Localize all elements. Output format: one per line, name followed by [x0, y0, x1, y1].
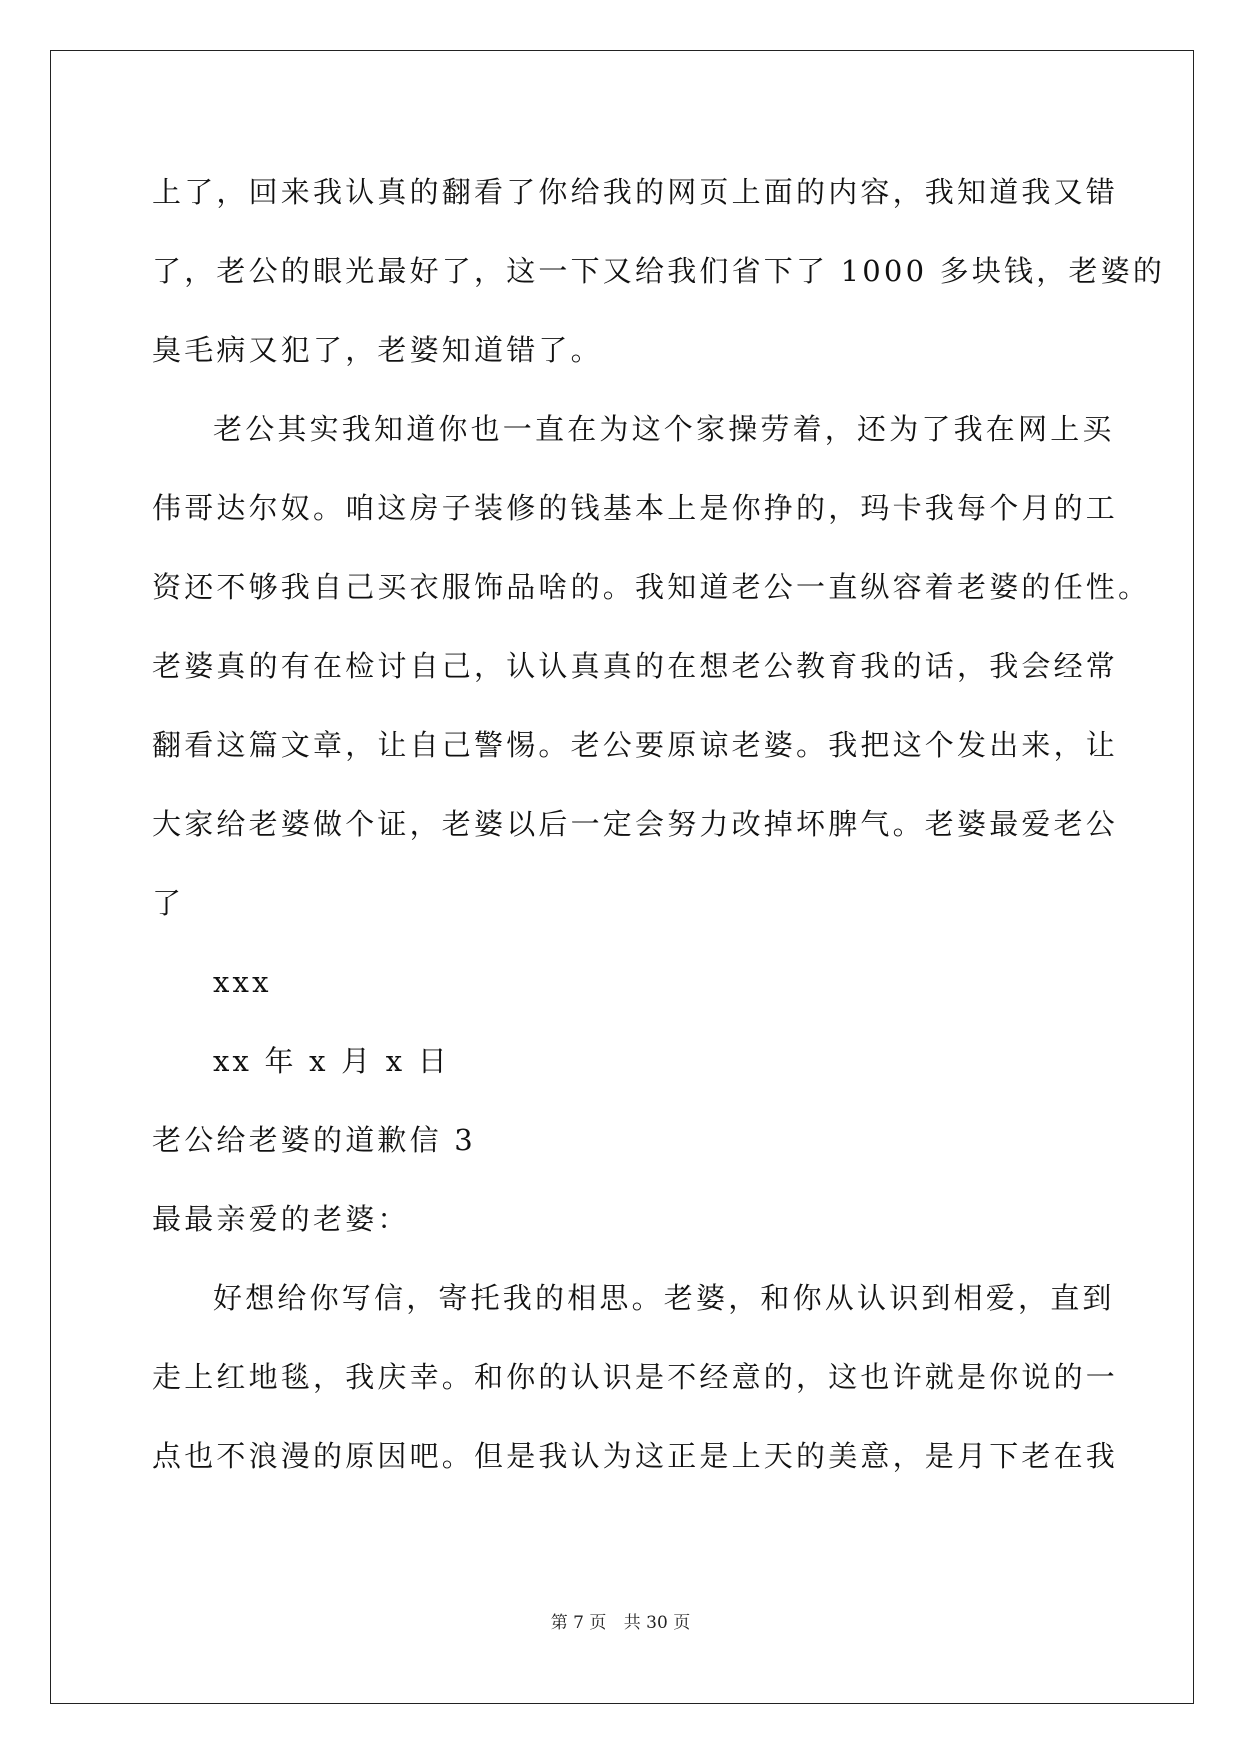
paragraph-start: 老公其实我知道你也一直在为这个家操劳着，还为了我在网上买 [213, 412, 1115, 446]
signature-date: xx 年 x 月 x 日 [213, 1044, 450, 1078]
page-footer [0, 1612, 1241, 1634]
page-number-total: 共 30 页 [623, 1613, 691, 1633]
text-line: 伟哥达尔奴。咱这房子装修的钱基本上是你挣的，玛卡我每个月的工 [152, 491, 1119, 525]
text-line: 大家给老婆做个证，老婆以后一定会努力改掉坏脾气。老婆最爱老公 [152, 807, 1119, 841]
text-line: 臭毛病又犯了，老婆知道错了。 [152, 333, 603, 367]
text-line: 资还不够我自己买衣服饰品啥的。我知道老公一直纵容着老婆的任性。 [152, 570, 1151, 604]
text-line: 翻看这篇文章，让自己警惕。老公要原谅老婆。我把这个发出来，让 [152, 728, 1119, 762]
signature-name: xxx [213, 965, 272, 999]
salutation: 最最亲爱的老婆： [152, 1202, 410, 1236]
text-line: 上了，回来我认真的翻看了你给我的网页上面的内容，我知道我又错 [152, 175, 1119, 209]
paragraph-start: 好想给你写信，寄托我的相思。老婆，和你从认识到相爱，直到 [213, 1281, 1115, 1315]
page-number-current: 第 7 页 [550, 1613, 607, 1633]
text-line: 了 [152, 886, 185, 920]
text-line: 老婆真的有在检讨自己，认认真真的在想老公教育我的话，我会经常 [152, 649, 1119, 683]
section-title: 老公给老婆的道歉信 3 [152, 1123, 476, 1157]
text-line: 了，老公的眼光最好了，这一下又给我们省下了 1000 多块钱，老婆的 [152, 254, 1166, 288]
text-line: 走上红地毯，我庆幸。和你的认识是不经意的，这也许就是你说的一 [152, 1360, 1119, 1394]
text-line: 点也不浪漫的原因吧。但是我认为这正是上天的美意，是月下老在我 [152, 1439, 1119, 1473]
